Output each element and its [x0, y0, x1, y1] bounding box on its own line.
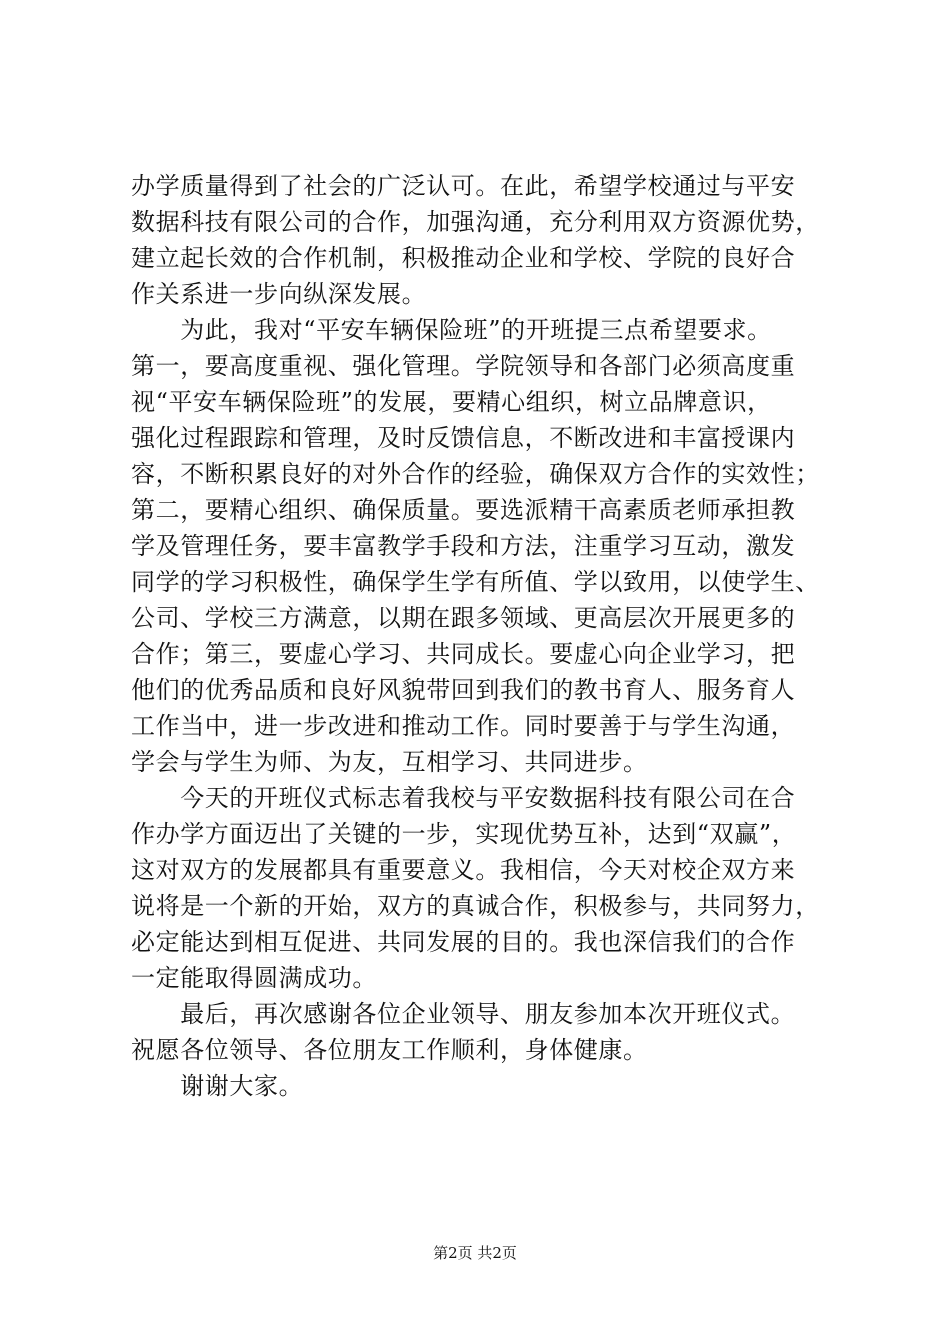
text-line: 学会与学生为师、为友，互相学习、共同进步。	[131, 748, 648, 776]
text-line: 容，不断积累良好的对外合作的经验，确保双方合作的实效性；	[131, 460, 820, 488]
text-line: 工作当中，进一步改进和推动工作。同时要善于与学生沟通，	[131, 712, 796, 740]
text-line: 数据科技有限公司的合作，加强沟通，充分利用双方资源优势，	[131, 208, 820, 236]
page-number-footer: 第2页 共2页	[433, 1244, 517, 1262]
text-line: 学及管理任务，要丰富教学手段和方法，注重学习互动，激发	[131, 532, 796, 560]
text-line: 谢谢大家。	[131, 1072, 304, 1100]
text-line: 作关系进一步向纵深发展。	[131, 280, 427, 308]
text-line: 办学质量得到了社会的广泛认可。在此，希望学校通过与平安	[131, 172, 796, 200]
text-line: 最后，再次感谢各位企业领导、朋友参加本次开班仪式。	[131, 1000, 796, 1028]
text-line: 视“平安车辆保险班”的发展，要精心组织，树立品牌意识，	[131, 388, 772, 416]
text-line: 他们的优秀品质和良好风貌带回到我们的教书育人、服务育人	[131, 676, 796, 704]
text-line: 第二，要精心组织、确保质量。要选派精干高素质老师承担教	[131, 496, 796, 524]
text-line: 第一，要高度重视、强化管理。学院领导和各部门必须高度重	[131, 352, 796, 380]
text-line: 公司、学校三方满意，以期在跟多领域、更高层次开展更多的	[131, 604, 796, 632]
text-line: 这对双方的发展都具有重要意义。我相信，今天对校企双方来	[131, 856, 796, 884]
text-line: 一定能取得圆满成功。	[131, 964, 377, 992]
body-text	[131, 168, 831, 1104]
text-line: 合作；第三，要虚心学习、共同成长。要虚心向企业学习，把	[131, 640, 796, 668]
text-line: 为此，我对“平安车辆保险班”的开班提三点希望要求。	[131, 316, 772, 344]
text-line: 同学的学习积极性，确保学生学有所值、学以致用，以使学生、	[131, 568, 820, 596]
text-line: 强化过程跟踪和管理，及时反馈信息，不断改进和丰富授课内	[131, 424, 796, 452]
text-line: 今天的开班仪式标志着我校与平安数据科技有限公司在合	[131, 784, 796, 812]
text-line: 建立起长效的合作机制，积极推动企业和学校、学院的良好合	[131, 244, 796, 272]
text-line: 说将是一个新的开始，双方的真诚合作，积极参与，共同努力，	[131, 892, 820, 920]
text-line: 作办学方面迈出了关键的一步，实现优势互补，达到“双赢”，	[131, 820, 797, 848]
text-line: 祝愿各位领导、各位朋友工作顺利，身体健康。	[131, 1036, 648, 1064]
text-line: 必定能达到相互促进、共同发展的目的。我也深信我们的合作	[131, 928, 796, 956]
